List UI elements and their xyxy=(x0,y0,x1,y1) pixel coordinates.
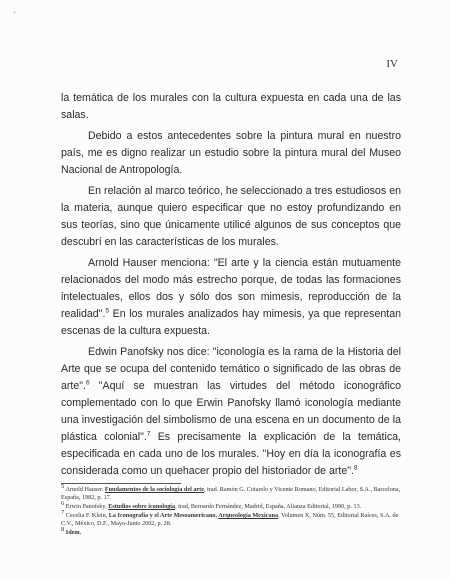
footnote-journal: Arqueología Mexicana xyxy=(218,512,279,519)
paragraph xyxy=(61,183,401,251)
footnote-number: 6 xyxy=(61,499,65,507)
footnote xyxy=(61,482,401,502)
footnote-text: , Volumen X, Núm. 55, Editorial Raíces, S.A. de C.V., México, D.F., Mayo-Junio 2002, p. 28. xyxy=(61,512,399,527)
corner-mark: ' xyxy=(14,10,16,20)
paragraph-text: "Aquí se muestran las virtudes del método iconográfico complementado con lo que Erwin Panofsky llamó iconología mediante una investigación del simbolismo de una escena en un documento de la plástica colonial". xyxy=(61,380,401,443)
paragraph-text: Arnold Hauser menciona: "El arte y la ciencia están mutuamente relacionados del modo más estrecho porque, de todas las formaciones intelectuales, ellos dos y sólo dos son mimesis, reproducción de la realidad". xyxy=(61,257,401,320)
footnote-divider xyxy=(61,483,181,484)
footnote-text: , trad, Bernardo Fernández, Madrid, España, Alianza Editorial, 1990, p. 13. xyxy=(175,503,362,510)
footnote-text: , trad. Ramón G. Cotarelo y Vicente Romano, Editorial Labor, S.A., Barcelona, España, 1982, p. 17. xyxy=(61,486,401,501)
footnote-ref: 7 xyxy=(146,430,151,438)
paragraph xyxy=(61,255,401,340)
footnote-title: Estudios sobre iconología xyxy=(108,503,176,510)
paragraph-text: Debido a estos antecedentes sobre la pintura mural en nuestro país, me es digno realizar un estudio sobre la pintura mural del Museo Nacional de Antropología. xyxy=(61,130,401,176)
footnote-ref: 5 xyxy=(105,307,110,315)
footnote-number: 8 xyxy=(61,525,65,533)
footnote xyxy=(61,499,401,511)
page-number: IV xyxy=(386,58,398,70)
paragraph xyxy=(61,90,401,124)
paragraph-text: En los murales analizados hay mimesis, ya que representan escenas de la cultura expuesta. xyxy=(61,308,401,337)
paragraph-text: Edwin Panofsky nos dice: "iconología es la rama de la Historia del Arte que se ocupa del contenido temático o significado de las obras de arte". xyxy=(61,346,401,392)
footnote-text: Idem. xyxy=(64,529,82,536)
footnote-text: Cecelia F. Klein, xyxy=(64,512,109,519)
paragraph xyxy=(61,344,401,480)
footnote-ref: 6 xyxy=(85,379,90,387)
footnote xyxy=(61,508,401,528)
paragraph-text: En relación al marco teórico, he seleccionado a tres estudiosos en la materia, aunque quiero especificar que no estoy profundizando en sus teorías, sino que únicamente utilicé algunos de sus conceptos que descubrí en las características de los murales. xyxy=(61,185,401,248)
paragraph-text: la temática de los murales con la cultura expuesta en cada una de las salas. xyxy=(61,92,401,121)
footnote-number: 7 xyxy=(61,508,65,516)
body-text xyxy=(61,90,401,483)
footnote-title: La Iconografía y el Arte Mesoamericano, xyxy=(108,512,219,519)
footnote-number: 5 xyxy=(61,482,65,490)
footnote xyxy=(61,525,401,537)
paragraph xyxy=(61,128,401,179)
paragraph-text: Es precisamente la explicación de la temática, especificada en cada uno de los murales. "Hoy en día la iconografía es considerada como un quehacer propio del historiador de arte". xyxy=(61,431,401,477)
footnotes xyxy=(61,482,401,538)
footnote-text: Arnold Hauser. xyxy=(64,486,105,493)
footnote-title: Fundamentos de la sociología del arte xyxy=(104,486,204,493)
footnote-text: Erwin Panofsky, xyxy=(64,503,109,510)
footnote-ref: 8 xyxy=(353,464,358,472)
